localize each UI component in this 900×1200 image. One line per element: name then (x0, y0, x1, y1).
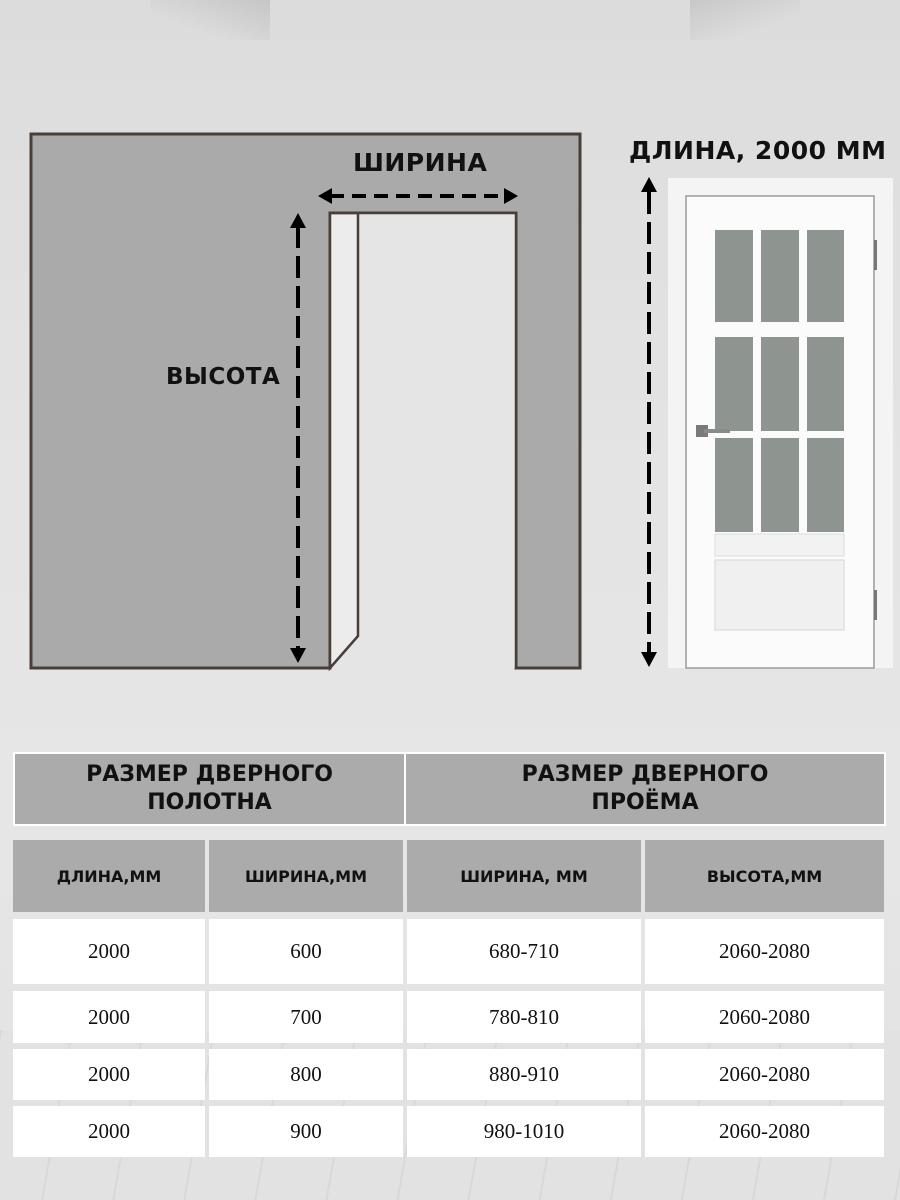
cell-opening-height: 2060-2080 (645, 991, 884, 1043)
cell-opening-width: 680-710 (407, 919, 641, 984)
cell-leaf-width: 800 (209, 1049, 403, 1100)
cell-opening-width: 880-910 (407, 1049, 641, 1100)
cell-leaf-width: 900 (209, 1106, 403, 1157)
door-size-table (13, 752, 886, 1157)
cell-opening-height: 2060-2080 (645, 1049, 884, 1100)
cell-leaf-width: 700 (209, 991, 403, 1043)
column-header-leaf-width: ШИРИНА,ММ (209, 840, 403, 912)
group-header-door-opening: РАЗМЕР ДВЕРНОГО ПРОЁМА (406, 752, 886, 826)
column-header-opening-width: ШИРИНА, ММ (407, 840, 641, 912)
cell-opening-height: 2060-2080 (645, 919, 884, 984)
cell-length: 2000 (13, 1106, 205, 1157)
cell-opening-height: 2060-2080 (645, 1106, 884, 1157)
length-arrow-icon (641, 177, 657, 667)
cell-length: 2000 (13, 1049, 205, 1100)
table-row (13, 991, 886, 1043)
column-header-opening-height: ВЫСОТА,ММ (645, 840, 884, 912)
column-header-length: ДЛИНА,ММ (13, 840, 205, 912)
cell-length: 2000 (13, 919, 205, 984)
table-row (13, 919, 886, 984)
cell-length: 2000 (13, 991, 205, 1043)
group-header-door-leaf: РАЗМЕР ДВЕРНОГО ПОЛОТНА (13, 752, 406, 826)
group-header-row (13, 752, 886, 826)
length-label: ДЛИНА, 2000 ММ (629, 136, 887, 165)
cell-opening-width: 780-810 (407, 991, 641, 1043)
column-header-row (13, 840, 886, 912)
door-lower-panel (715, 560, 844, 630)
width-label: ШИРИНА (353, 148, 488, 177)
cell-leaf-width: 600 (209, 919, 403, 984)
table-row (13, 1106, 886, 1157)
door-jamb (330, 213, 358, 668)
cell-opening-width: 980-1010 (407, 1106, 641, 1157)
door-illustration (668, 178, 893, 668)
height-label: ВЫСОТА (166, 364, 281, 390)
table-row (13, 1049, 886, 1100)
